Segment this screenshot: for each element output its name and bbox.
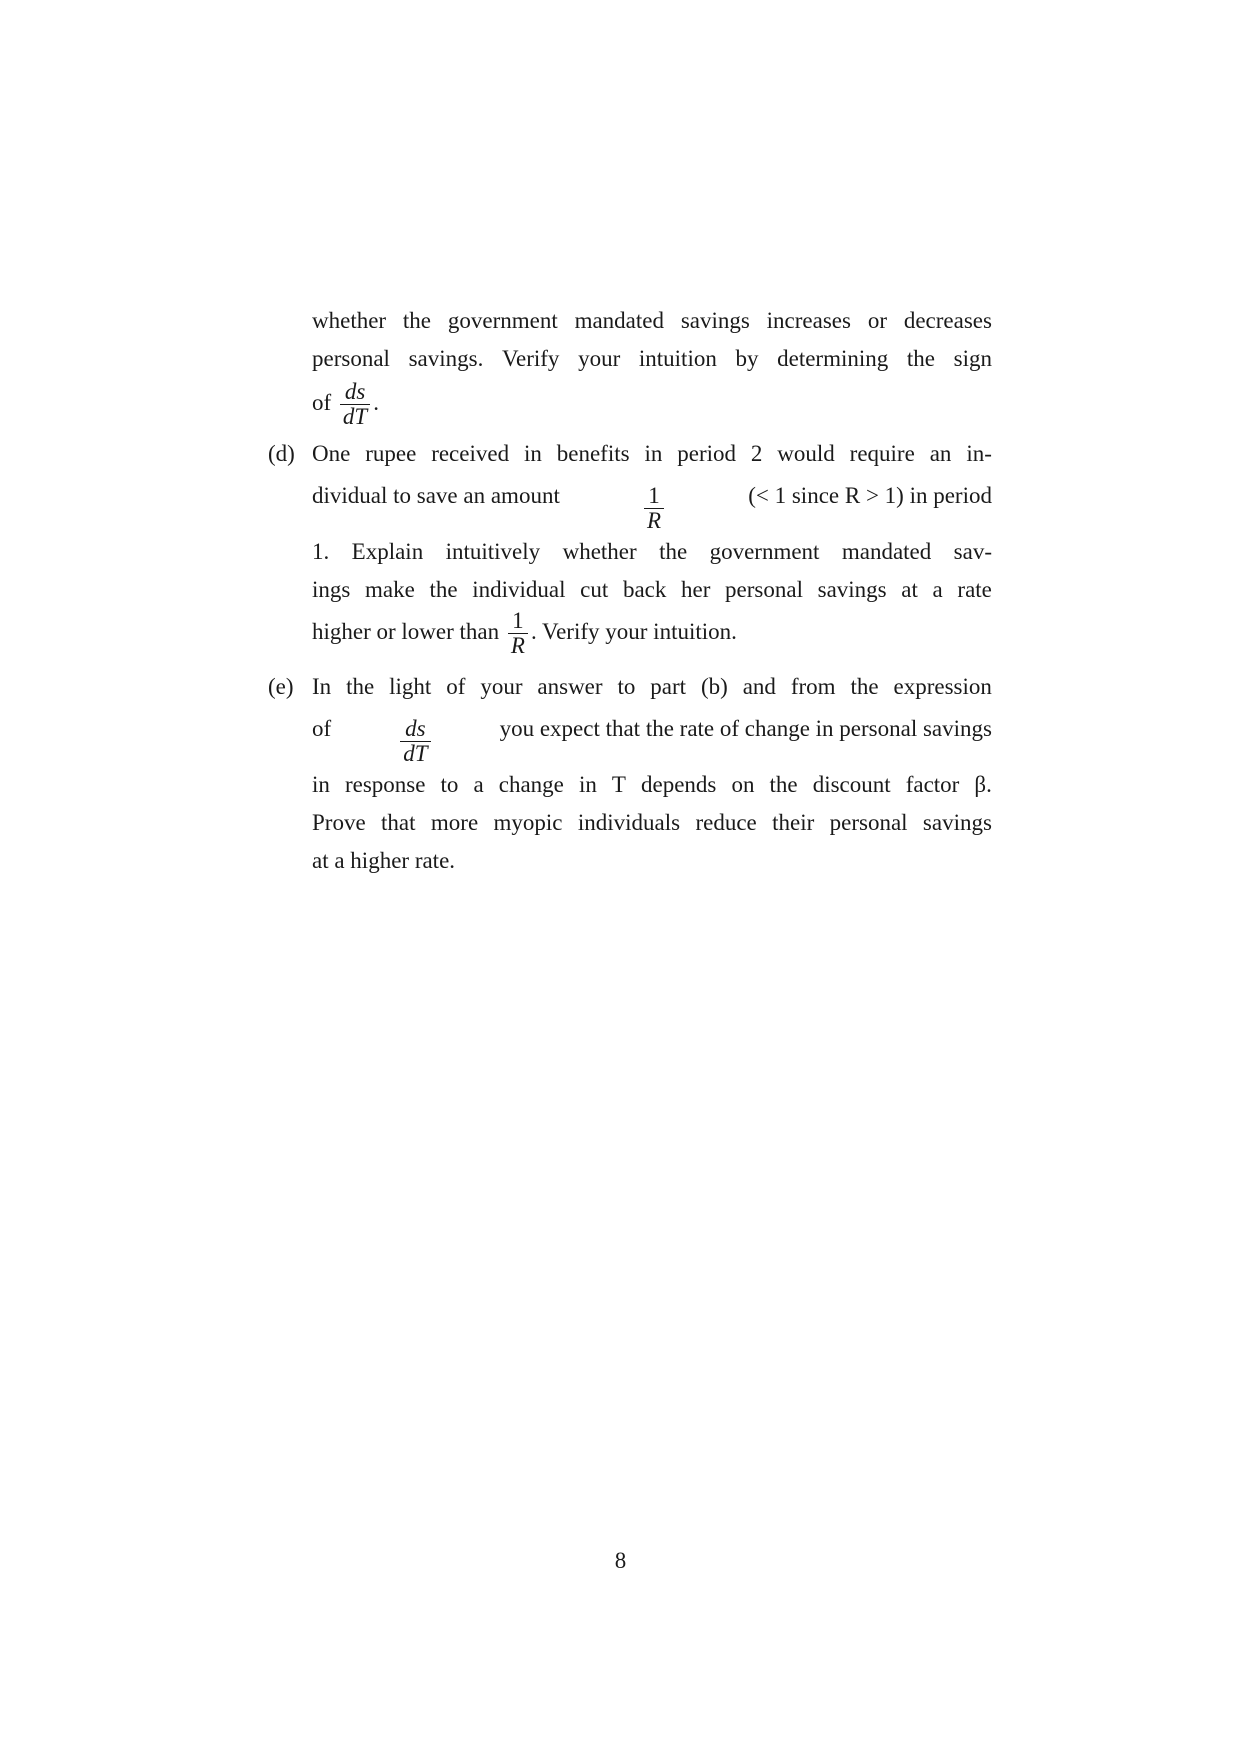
word: the	[659, 539, 688, 565]
word: in-	[966, 441, 992, 467]
word: Verify	[501, 346, 560, 371]
text-line-content: higher or lower than	[312, 619, 500, 645]
word: reduce	[695, 810, 757, 836]
word: period	[677, 441, 736, 467]
text-line-content: you expect that the rate of change in personal savings	[499, 716, 992, 742]
word: on	[731, 772, 755, 798]
word: and	[742, 674, 776, 700]
word: at	[901, 577, 918, 603]
word: 1.	[312, 539, 330, 565]
word: benefits	[556, 441, 630, 467]
word: myopic	[493, 810, 563, 836]
text-line-content: . Verify your intuition.	[530, 619, 737, 645]
text-line	[312, 473, 992, 533]
word: (b)	[700, 674, 728, 700]
word: savings.	[408, 346, 484, 371]
word: T	[611, 772, 626, 798]
word: depends	[641, 772, 717, 798]
text-line	[312, 609, 992, 658]
fraction-denominator: dT	[340, 404, 370, 429]
word: intuitively	[445, 539, 541, 565]
text-line	[312, 766, 992, 804]
word: personal	[725, 577, 803, 603]
word: mandated	[841, 539, 932, 565]
word: a	[473, 772, 484, 798]
word: your	[480, 674, 523, 700]
fraction-denominator: dT	[400, 741, 430, 766]
word: the	[346, 674, 375, 700]
word: savings	[922, 810, 992, 836]
text-line	[312, 668, 992, 706]
text-line	[312, 842, 992, 880]
fraction-denominator: R	[644, 508, 664, 533]
word: from	[790, 674, 836, 700]
text-line	[312, 706, 992, 766]
fraction-ds-dT	[340, 380, 370, 429]
fraction-1-R	[644, 484, 664, 533]
text-line-content: of	[312, 390, 332, 415]
text-line	[312, 302, 992, 340]
page-number: 8	[614, 1548, 627, 1573]
word: the	[850, 674, 879, 700]
text-line	[312, 435, 992, 473]
text-line	[312, 340, 992, 378]
word: your	[578, 346, 621, 371]
text-line	[312, 378, 992, 429]
text-line	[312, 533, 992, 571]
word: answer	[537, 674, 603, 700]
word: ings	[312, 577, 351, 603]
word: rupee	[365, 441, 417, 467]
word: back	[622, 577, 667, 603]
fraction-denominator: R	[508, 633, 528, 658]
word: intuition	[638, 346, 717, 371]
word: in	[578, 772, 597, 798]
word: make	[365, 577, 415, 603]
word: decreases	[903, 308, 992, 333]
word: of	[446, 674, 466, 700]
word: whether	[562, 539, 637, 565]
item-label: (d)	[268, 441, 295, 467]
word: sign	[953, 346, 992, 371]
word: government	[447, 308, 558, 333]
word: rate	[957, 577, 992, 603]
word: determining	[777, 346, 889, 371]
text-line	[312, 804, 992, 842]
word: government	[709, 539, 820, 565]
main-text	[268, 302, 992, 880]
text-line-content: of	[312, 716, 332, 742]
word: mandated	[574, 308, 664, 333]
word: the	[429, 577, 458, 603]
word: would	[777, 441, 835, 467]
word: the	[402, 308, 432, 333]
word: in	[312, 772, 330, 798]
word: by	[735, 346, 759, 371]
word: to	[440, 772, 459, 798]
text-line-content: (< 1 since R > 1) in period	[748, 483, 992, 509]
text-line	[312, 571, 992, 609]
word: Explain	[351, 539, 424, 565]
word: personal	[312, 346, 390, 371]
word: an	[929, 441, 952, 467]
fraction-1-R	[508, 609, 528, 658]
text-line-content: dividual to save an amount	[312, 483, 560, 509]
word: in	[644, 441, 663, 467]
fraction-numerator: 1	[648, 483, 660, 509]
item-label: (e)	[268, 674, 294, 700]
continuation-paragraph	[312, 302, 992, 429]
fraction-numerator: ds	[405, 716, 426, 742]
word: a	[932, 577, 943, 603]
word: individual	[472, 577, 566, 603]
word: increases	[766, 308, 851, 333]
word: part	[650, 674, 687, 700]
word: in	[523, 441, 542, 467]
word: received	[431, 441, 510, 467]
word: to	[617, 674, 636, 700]
word: factor	[905, 772, 960, 798]
word: In	[312, 674, 332, 700]
word: whether	[312, 308, 387, 333]
word: her	[681, 577, 711, 603]
word: their	[772, 810, 815, 836]
word: the	[769, 772, 798, 798]
word: discount	[812, 772, 891, 798]
word: savings	[680, 308, 750, 333]
word: expression	[893, 674, 992, 700]
text-line-content: at a higher rate.	[312, 848, 456, 874]
word: β.	[974, 772, 992, 798]
fraction-numerator: ds	[344, 379, 366, 405]
word: that	[381, 810, 416, 836]
word: response	[344, 772, 426, 798]
word: light	[389, 674, 432, 700]
word: sav-	[953, 539, 992, 565]
fraction-numerator: 1	[512, 608, 524, 634]
word: 2	[750, 441, 763, 467]
word: require	[849, 441, 915, 467]
word: cut	[580, 577, 609, 603]
item-d	[268, 435, 992, 659]
word: individuals	[577, 810, 681, 836]
text-line-content: .	[373, 390, 379, 415]
word: the	[906, 346, 936, 371]
word: or	[867, 308, 887, 333]
word: personal	[829, 810, 908, 836]
word: change	[498, 772, 564, 798]
word: Prove	[312, 810, 366, 836]
word: more	[430, 810, 479, 836]
word: savings	[817, 577, 887, 603]
word: One	[312, 441, 351, 467]
fraction-ds-dT	[400, 717, 430, 766]
item-e	[268, 668, 992, 880]
